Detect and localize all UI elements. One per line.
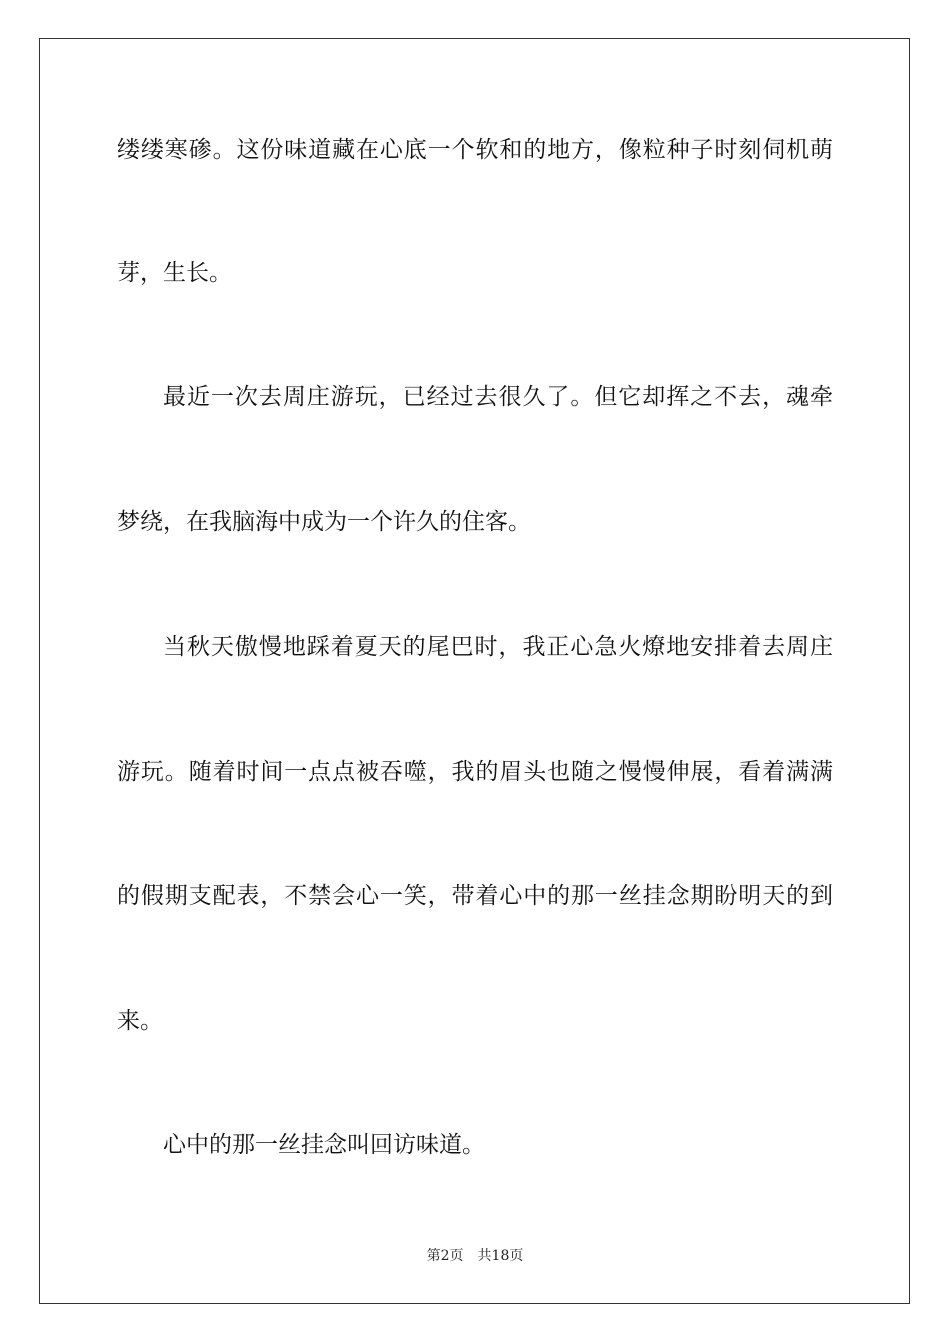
paragraph-line: 游玩。随着时间一点点被吞噬，我的眉头也随之慢慢伸展，看着满满 — [117, 759, 833, 785]
paragraph-line: 最近一次去周庄游玩，已经过去很久了。但它却挥之不去，魂牵 — [163, 384, 833, 410]
page-number: 第2页 — [426, 1248, 464, 1264]
paragraph-line: 芽，生长。 — [117, 260, 232, 286]
paragraph-line: 心中的那一丝挂念叫回访味道。 — [163, 1132, 485, 1158]
page-total: 共18页 — [477, 1248, 524, 1264]
paragraph-line: 梦绕，在我脑海中成为一个许久的住客。 — [117, 509, 531, 535]
page-border — [39, 38, 910, 1304]
page-footer — [0, 1246, 950, 1266]
paragraph-line: 的假期支配表，不禁会心一笑，带着心中的那一丝挂念期盼明天的到 — [117, 883, 833, 909]
paragraph-line: 缕缕寒碜。这份味道藏在心底一个软和的地方，像粒种子时刻伺机萌 — [117, 137, 833, 163]
paragraph-line: 来。 — [117, 1008, 163, 1034]
paragraph-line: 当秋天傲慢地踩着夏天的尾巴时，我正心急火燎地安排着去周庄 — [163, 634, 833, 660]
